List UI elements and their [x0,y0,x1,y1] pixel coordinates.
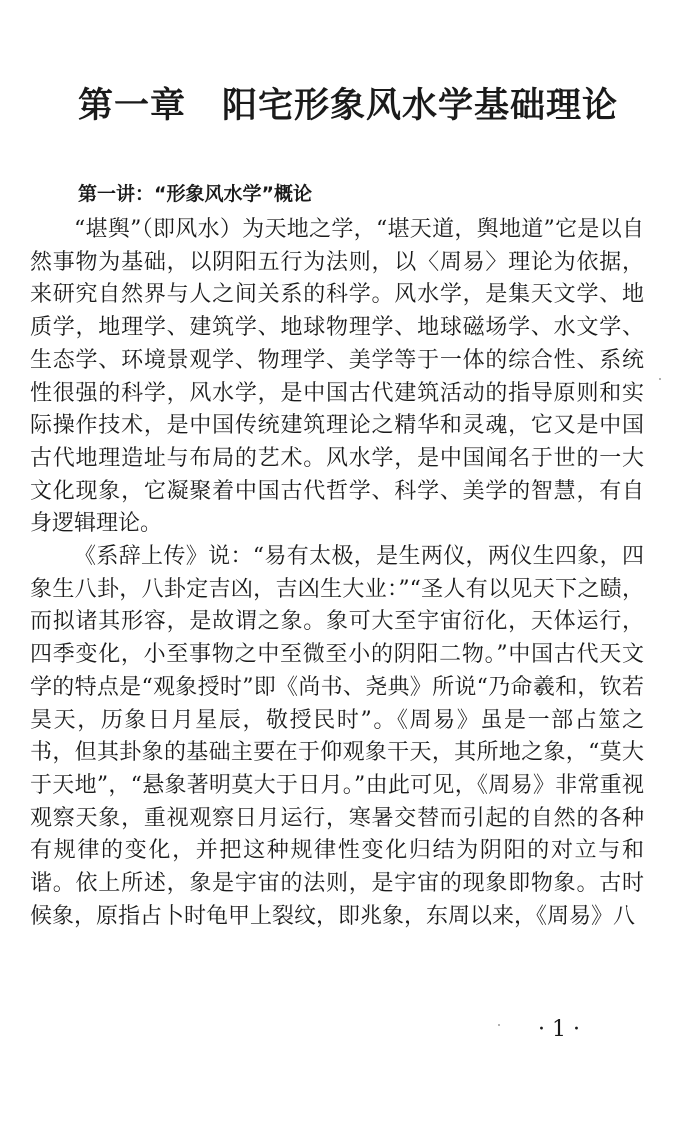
scan-speck [498,1024,500,1026]
body-text [30,214,644,933]
paragraph-1: “堪舆”（即风水）为天地之学，“堪天道，舆地道”它是以自然事物为基础，以阴阳五行为法则，以〈周易〉理论为依据，来研究自然界与人之间关系的科学。风水学，是集天文学、地质学，地理学、建筑学、地球物理学、地球磁场学、水文学、生态学、环境景观学、物理学、美学等于一体的综合性、系统性很强的科学，风水学，是中国古代建筑活动的指导原则和实际操作技术，是中国传统建筑理论之精华和灵魂，它又是中国古代地理造址与布局的艺术。风水学，是中国闻名于世的一大文化现象，它凝聚着中国古代哲学、科学、美学的智慧，有自身逻辑理论。 [30,217,644,537]
section-title: 第一讲：“形象风水学”概论 [78,183,312,205]
scan-speck [659,378,661,380]
page-number: · 1 · [538,1017,580,1042]
chapter-title: 第一章 阳宅形象风水学基础理论 [78,85,619,126]
paragraph-2: 《系辞上传》说：“易有太极，是生两仪，两仪生四象，四象生八卦，八卦定吉凶，吉凶生大业：”“圣人有以见天下之赜，而拟诸其形容，是故谓之象。象可大至宇宙衍化，天体运行，四季变化，小至事物之中至微至小的阴阳二物。”中国古代天文学的特点是“观象授时”即《尚书、尧典》所说“乃命羲和，钦若昊天，历象日月星辰，敬授民时”。《周易》虽是一部占筮之书，但其卦象的基础主要在于仰观象干天，其所地之象，“莫大于天地”，“悬象著明莫大于日月。”由此可见，《周易》非常重视观察天象，重视观察日月运行，寒暑交替而引起的自然的各种有规律的变化，并把这种规律性变化归结为阴阳的对立与和谐。依上所述，象是宇宙的法则，是宇宙的现象即物象。古时候象，原指占卜时龟甲上裂纹，即兆象，东周以来，《周易》八 [30,544,644,929]
